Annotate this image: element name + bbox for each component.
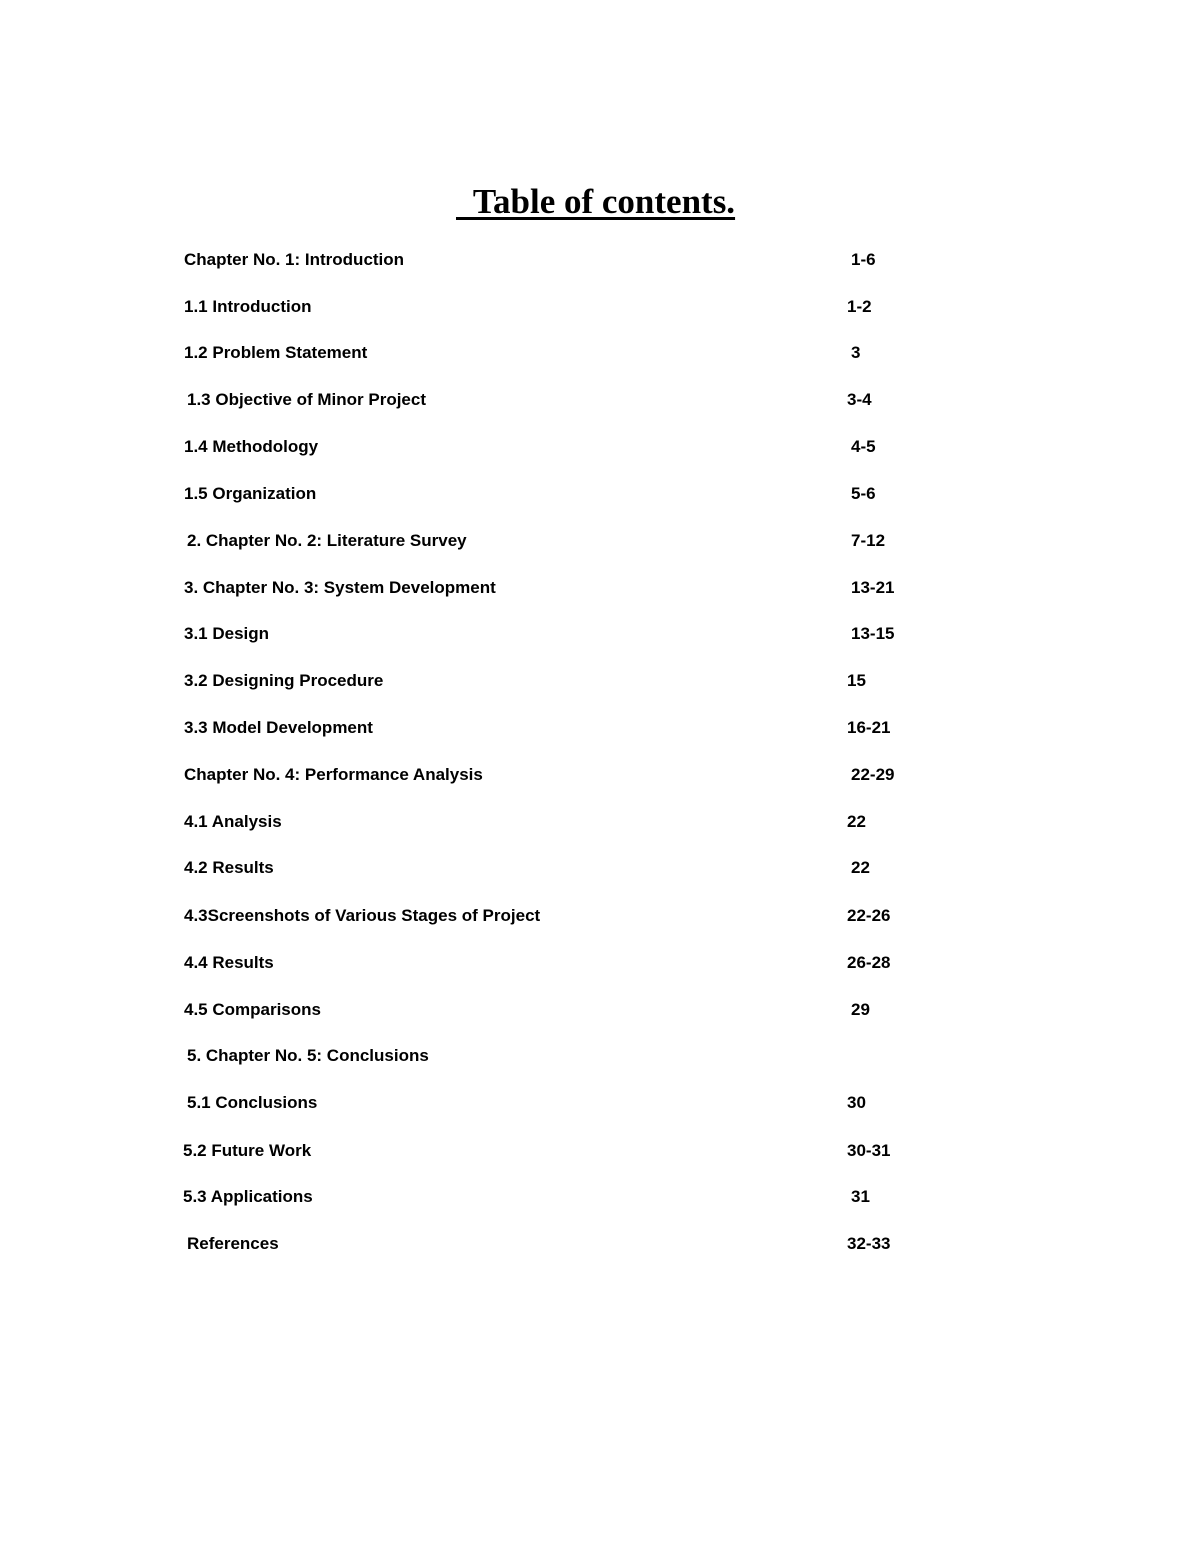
toc-entry-label: 1.2 Problem Statement — [184, 343, 368, 362]
toc-entry-label: 3.2 Designing Procedure — [184, 671, 384, 690]
toc-entry-pages: 31 — [851, 1187, 870, 1206]
toc-entry-label: References — [187, 1234, 279, 1253]
toc-entry-4-4 — [0, 951, 1200, 975]
toc-entry-pages: 3-4 — [847, 390, 872, 409]
toc-entry-4-5 — [0, 998, 1200, 1022]
toc-entry-4-3 — [0, 904, 1200, 928]
toc-entry-pages: 15 — [847, 671, 866, 690]
toc-entry-label: 1.5 Organization — [184, 484, 317, 503]
toc-entry-pages: 1-2 — [847, 297, 872, 316]
toc-entry-chapter-5 — [0, 1044, 1200, 1068]
toc-entry-pages: 3 — [851, 343, 861, 362]
toc-entry-chapter-3 — [0, 576, 1200, 600]
toc-entry-1-4 — [0, 435, 1200, 459]
toc-entry-4-2 — [0, 856, 1200, 880]
toc-entry-chapter-4 — [0, 763, 1200, 787]
toc-entry-label: Chapter No. 1: Introduction — [184, 250, 405, 269]
toc-entry-pages: 4-5 — [851, 437, 876, 456]
toc-entry-pages: 7-12 — [851, 531, 886, 550]
toc-entry-chapter-2 — [0, 529, 1200, 553]
toc-entry-3-1 — [0, 622, 1200, 646]
toc-entry-pages: 22-29 — [851, 765, 895, 784]
toc-entry-label: 1.4 Methodology — [184, 437, 319, 456]
toc-entry-pages: 16-21 — [847, 718, 891, 737]
toc-entry-label: 4.1 Analysis — [184, 812, 282, 831]
toc-entry-pages: 30-31 — [847, 1141, 891, 1160]
toc-entry-label: 1.1 Introduction — [184, 297, 312, 316]
toc-entry-1-1 — [0, 295, 1200, 319]
toc-entry-label: 5.1 Conclusions — [187, 1093, 318, 1112]
toc-entry-pages: 13-21 — [851, 578, 895, 597]
toc-entry-1-3 — [0, 388, 1200, 412]
toc-entry-label: Chapter No. 4: Performance Analysis — [184, 765, 483, 784]
toc-entry-3-2 — [0, 669, 1200, 693]
toc-entry-5-2 — [0, 1139, 1200, 1163]
toc-entry-label: 5.3 Applications — [183, 1187, 313, 1206]
toc-entry-1-5 — [0, 482, 1200, 506]
toc-entry-pages: 5-6 — [851, 484, 876, 503]
toc-entry-pages: 26-28 — [847, 953, 891, 972]
toc-entry-pages: 29 — [851, 1000, 870, 1019]
document-title: Table of contents. — [456, 182, 736, 221]
toc-entry-label: 4.5 Comparisons — [184, 1000, 321, 1019]
toc-entry-label: 1.3 Objective of Minor Project — [187, 390, 427, 409]
toc-entry-label: 3.1 Design — [184, 624, 270, 643]
toc-entry-pages: 32-33 — [847, 1234, 891, 1253]
toc-entry-pages: 22-26 — [847, 906, 891, 925]
toc-entry-label: 4.3Screenshots of Various Stages of Project — [184, 906, 541, 925]
toc-entry-5-3 — [0, 1185, 1200, 1209]
toc-entry-pages: 1-6 — [851, 250, 876, 269]
toc-entry-label: 4.4 Results — [184, 953, 274, 972]
toc-entry-4-1 — [0, 810, 1200, 834]
toc-entry-3-3 — [0, 716, 1200, 740]
toc-entry-label: 5. Chapter No. 5: Conclusions — [187, 1046, 429, 1065]
toc-entry-5-1 — [0, 1091, 1200, 1115]
toc-entry-1-2 — [0, 341, 1200, 365]
toc-entry-references — [0, 1232, 1200, 1256]
toc-entry-label: 4.2 Results — [184, 858, 274, 877]
toc-entry-label: 3.3 Model Development — [184, 718, 373, 737]
toc-entry-label: 3. Chapter No. 3: System Development — [184, 578, 496, 597]
toc-entry-pages: 30 — [847, 1093, 866, 1112]
toc-entry-label: 2. Chapter No. 2: Literature Survey — [187, 531, 467, 550]
toc-entry-pages: 13-15 — [851, 624, 895, 643]
toc-entry-pages: 22 — [847, 812, 866, 831]
toc-entry-label: 5.2 Future Work — [183, 1141, 312, 1160]
toc-entry-chapter-1 — [0, 248, 1200, 272]
toc-entry-pages: 22 — [851, 858, 870, 877]
